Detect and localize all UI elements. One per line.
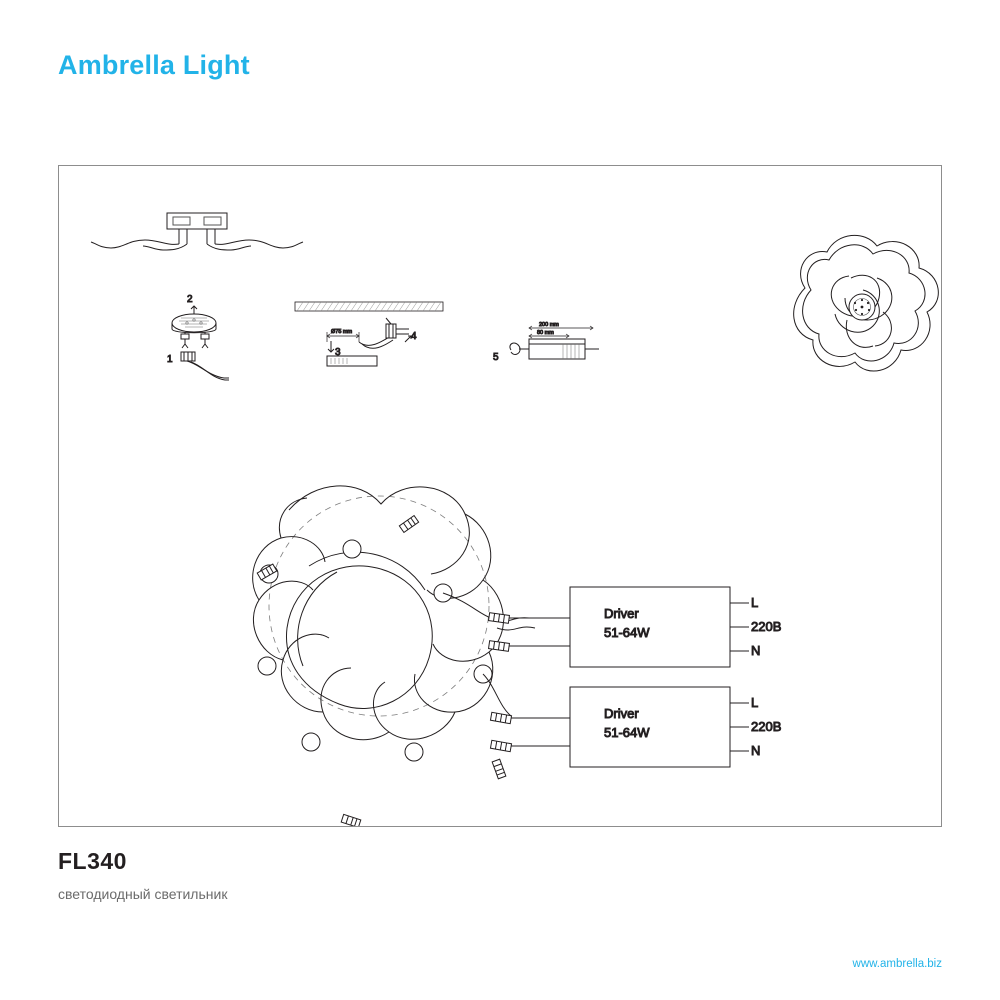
driver-2-terminal-voltage: 220B [751,719,782,734]
driver-1-terminal-voltage: 220B [751,619,782,634]
product-top-view [794,235,939,371]
driver-1-power: 51-64W [604,625,650,640]
driver-2-terminal-l: L [751,695,759,710]
assembly-diagram [59,166,941,826]
driver-box-2 [570,687,781,767]
measurement-200mm: 200 mm [539,322,559,328]
product-model: FL340 [58,848,127,874]
petal-connectors [257,516,506,826]
website-link[interactable]: www.ambrella.biz [852,958,942,970]
step-label-3: 3 [335,347,341,358]
step-5-driver [493,322,599,363]
step-label-5: 5 [493,352,499,363]
step-label-2: 2 [187,294,193,305]
step-1-wire [167,352,229,380]
measurement-80mm: 80 mm [537,330,554,336]
driver-1-terminal-l: L [751,595,759,610]
step-4-connector [386,318,417,342]
product-subtitle: светодиодный светильник [58,886,228,902]
step-3-ceiling [295,302,443,366]
driver-2-power: 51-64W [604,725,650,740]
driver-box-1 [570,587,781,667]
driver-2-terminal-n: N [751,743,761,758]
brand-title: Ambrella Light [58,50,250,80]
step-2-mount-plate [172,294,216,348]
side-view-fixture [91,213,303,250]
step-label-1: 1 [167,354,173,365]
step-label-4: 4 [411,331,417,342]
driver-1-terminal-n: N [751,643,761,658]
main-wiring-diagram [253,486,782,826]
driver-1-title: Driver [604,606,639,621]
driver-2-title: Driver [604,706,639,721]
diagram-frame [58,165,942,827]
measurement-diameter-75: Ø75 mm [331,329,353,335]
